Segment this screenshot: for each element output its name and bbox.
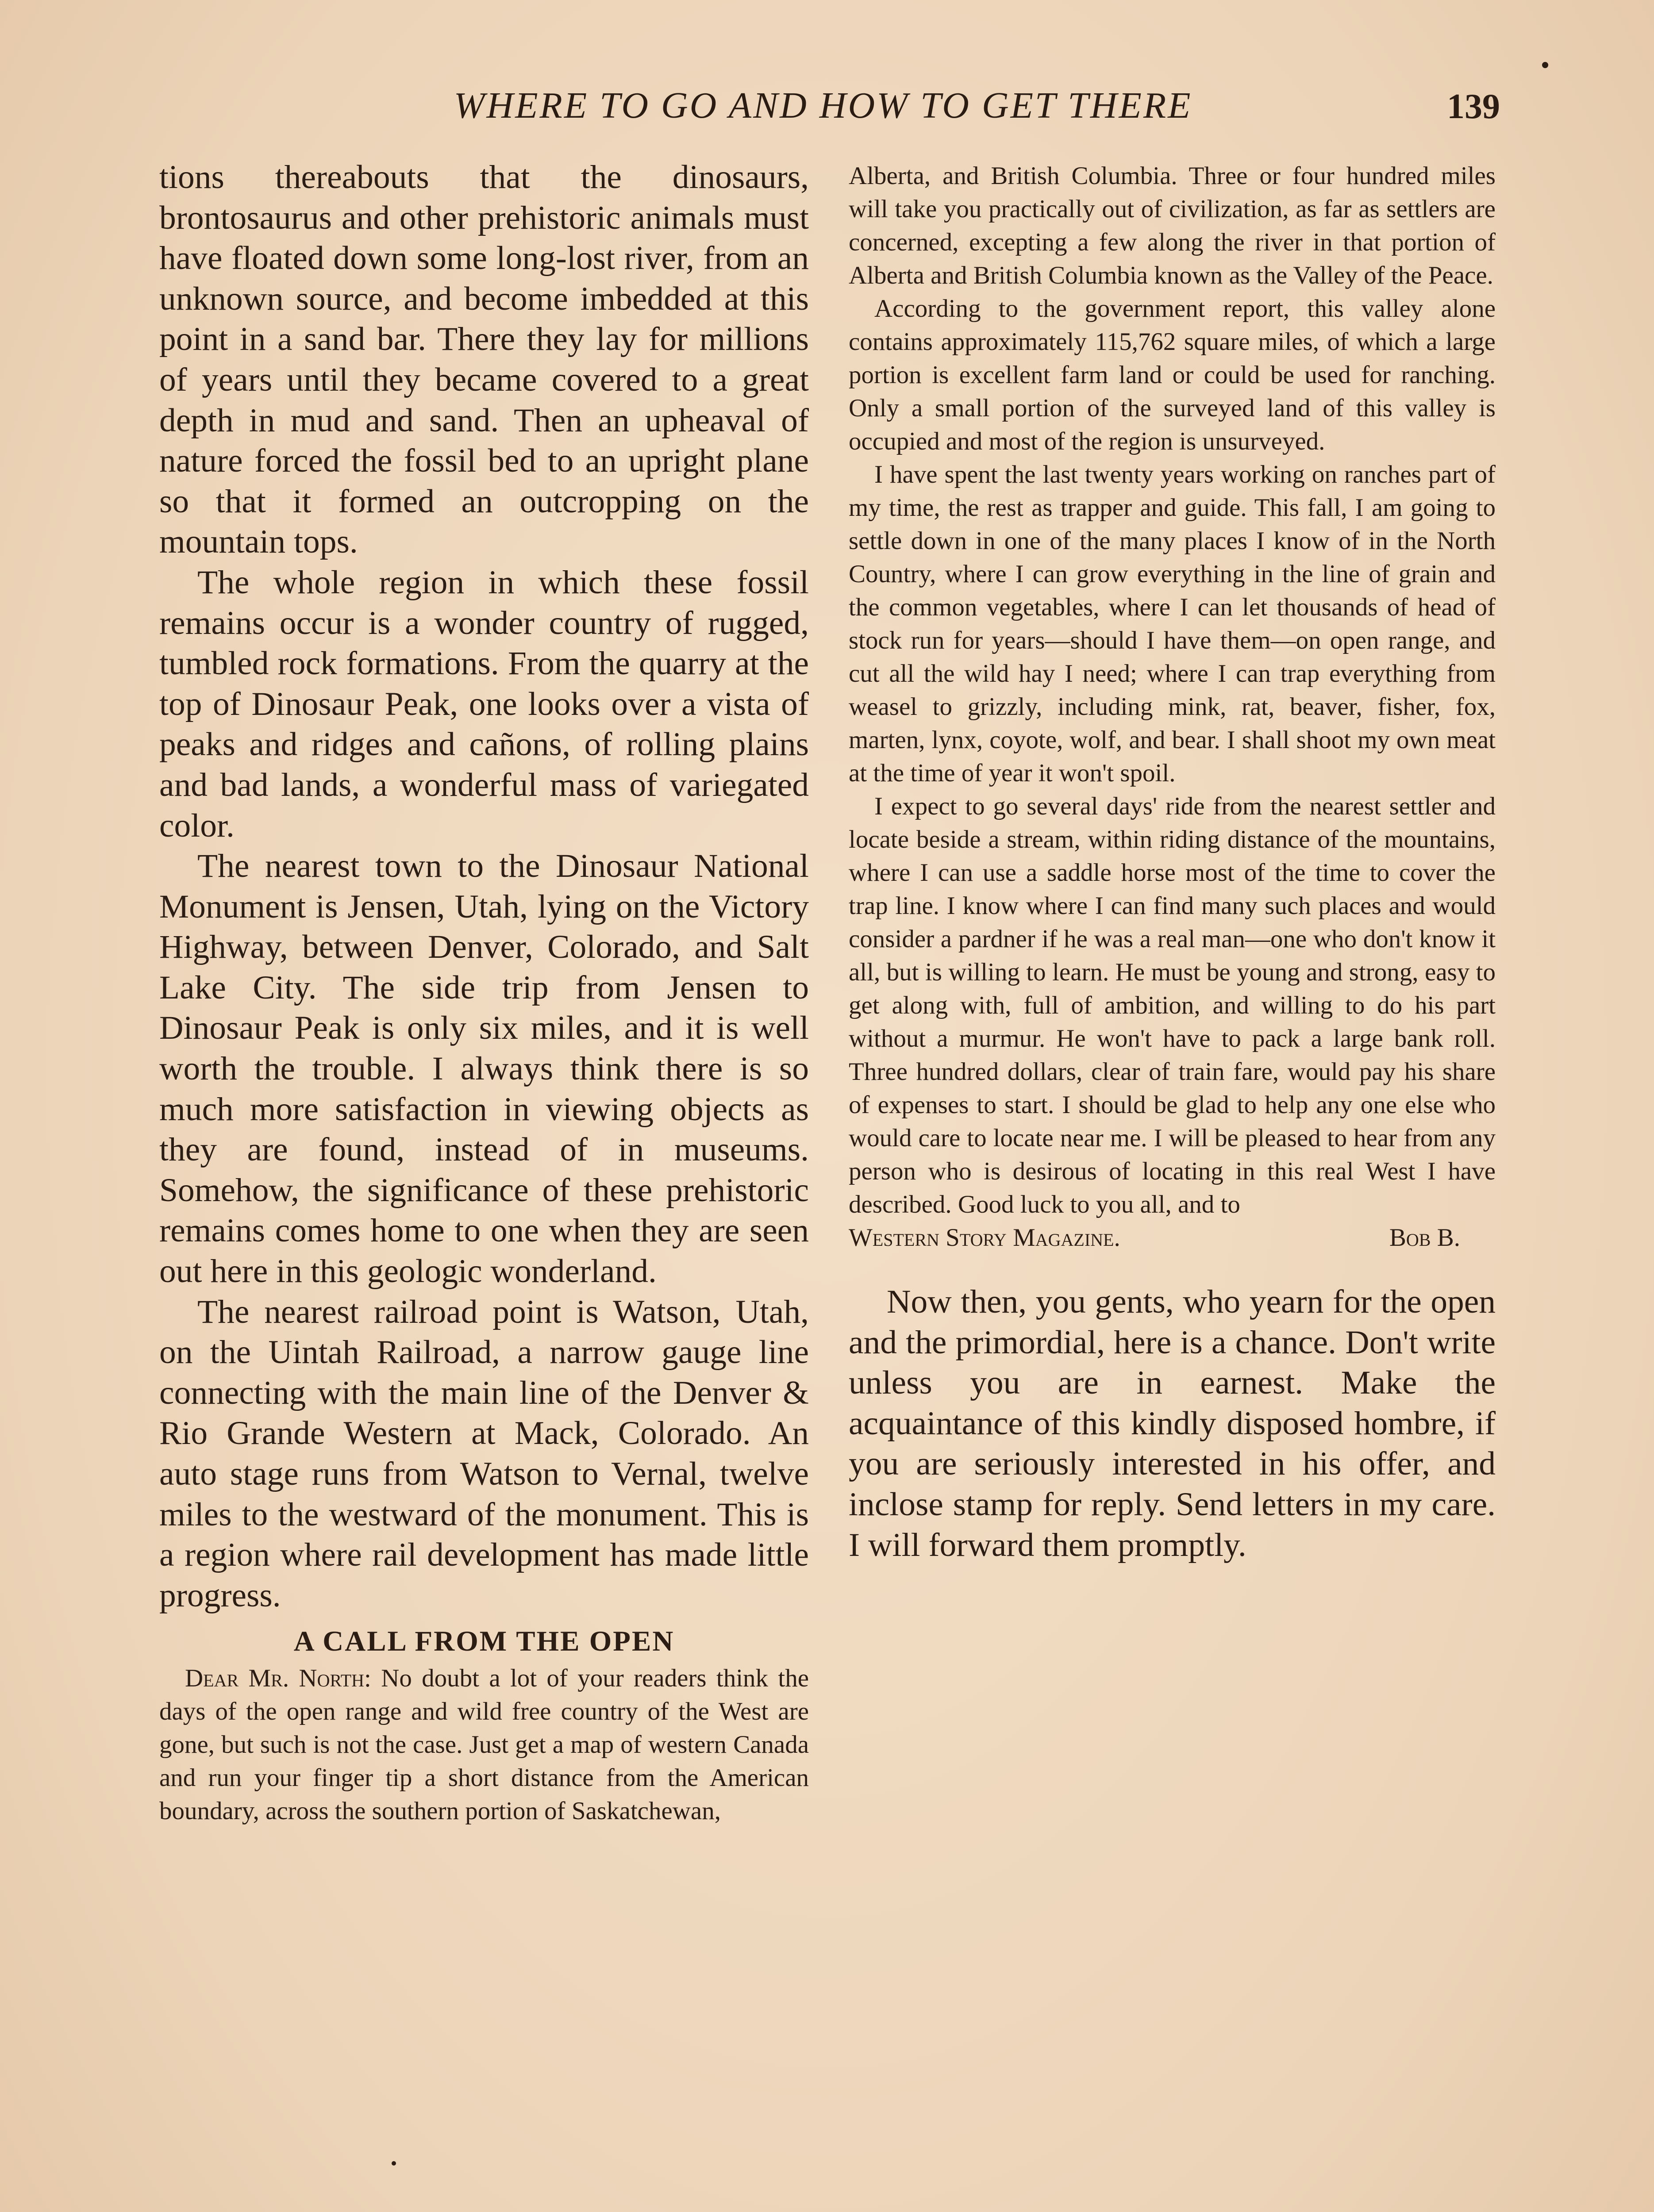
letter-opening-text: No doubt a lot of your readers think the days of the open range and wild free country of the West are gone, but such is not the case. Just get a map of western Canada and run your finger tip a short distance from the American boundary, across the southern portion of Saskatchewan, bbox=[159, 1664, 809, 1825]
letter-salutation: Dear Mr. North: bbox=[185, 1664, 371, 1693]
letter-start bbox=[159, 1662, 809, 1828]
running-title: WHERE TO GO AND HOW TO GET THERE bbox=[454, 85, 1192, 126]
paragraph: tions thereabouts that the dinosaurs, brontosaurus and other prehistoric animals must have floated down some long-lost river, from an unknown source, and become imbedded at this point in a sand bar. There they lay for millions of years until they became covered to a great depth in mud and sand. Then an upheaval of nature forced the fossil bed to an upright plane so that it formed an outcropping on the mountain tops. bbox=[159, 159, 809, 561]
print-speck bbox=[1542, 62, 1548, 68]
letter-signoff bbox=[849, 1221, 1496, 1254]
section-heading: A CALL FROM THE OPEN bbox=[293, 1625, 675, 1658]
letter-paragraph: Alberta, and British Columbia. Three or four hundred miles will take you practically out of civilization, as far as settlers are concerned, excepting a few along the river in that portion of Alberta and British Columbia known as the Valley of the Peace. bbox=[849, 162, 1496, 289]
paragraph: The whole region in which these fossil remains occur is a wonder country of rugged, tumbled rock formations. From the quarry at the top of Dinosaur Peak, one looks over a vista of peaks and ridges and cañons, of rolling plains and bad lands, a wonderful mass of variegated color. bbox=[159, 564, 809, 844]
paragraph: The nearest railroad point is Watson, Utah, on the Uintah Railroad, a narrow gauge line connecting with the main line of the Denver & Rio Grande Western at Mack, Colorado. An auto stage runs from Watson to Vernal, twelve miles to the westward of the monument. This is a region where rail development has made little progress. bbox=[159, 1293, 809, 1614]
left-column bbox=[159, 157, 809, 1828]
letter-paragraph: I have spent the last twenty years working on ranches part of my time, the rest as trapper and guide. This fall, I am going to settle down in one of the many places I know of in the North Country, where I can grow everything in the line of grain and the common vegetables, where I can let thousands of head of stock run for years—should I have them—on open range, and cut all the wild hay I need; where I can trap everything from weasel to grizzly, including mink, rat, beaver, fisher, fox, marten, lynx, coyote, wolf, and bear. I shall shoot my own meat at the time of year it won't spoil. bbox=[849, 461, 1496, 787]
paragraph: The nearest town to the Dinosaur National Monument is Jensen, Utah, lying on the Victory Highway, between Denver, Colorado, and Salt Lake City. The side trip from Jensen to Dinosaur Peak is only six miles, and it is well worth the trouble. I always think there is so much more satisfaction in viewing objects as they are found, instead of in museums. Somehow, the significance of these prehistoric remains comes home to one when they are seen out here in this geologic wonderland. bbox=[159, 848, 809, 1290]
letter-opening-paragraph bbox=[159, 1662, 809, 1828]
right-column bbox=[849, 159, 1496, 1565]
print-speck bbox=[392, 2161, 396, 2166]
signature: Bob B. bbox=[1389, 1224, 1460, 1252]
letter-continued bbox=[849, 159, 1496, 1254]
letter-paragraph: I expect to go several days' ride from the nearest settler and locate beside a stream, within riding distance of the mountains, where I can use a saddle horse most of the time to cover the trap line. I know where I can find many such places and would consider a pardner if he was a real man—one who don't know it all, but is willing to learn. He must be young and strong, easy to get along with, full of ambition, and willing to do his part without a murmur. He won't have to pack a large bank roll. Three hundred dollars, clear of train fare, would pay his share of expenses to start. I should be glad to help any one else who would care to locate near me. I will be pleased to hear from any person who is desirous of locating in this real West I have described. Good luck to you all, and to bbox=[849, 792, 1496, 1218]
letter-paragraph: According to the government report, this valley alone contains approximately 115,762 square miles, of which a large portion is excellent farm land or could be used for ranching. Only a small portion of the surveyed land of this valley is occupied and most of the region is unsurveyed. bbox=[849, 295, 1496, 455]
page-number: 139 bbox=[1447, 87, 1500, 126]
magazine-name: Western Story Magazine. bbox=[849, 1224, 1120, 1252]
closing-paragraph: Now then, you gents, who yearn for the open and the primordial, here is a chance. Don't write unless you are in earnest. Make the acquaintance of this kindly disposed hombre, if you are seriously interested in his offer, and inclose stamp for reply. Send letters in my care. I will forward them promptly. bbox=[849, 1283, 1496, 1563]
